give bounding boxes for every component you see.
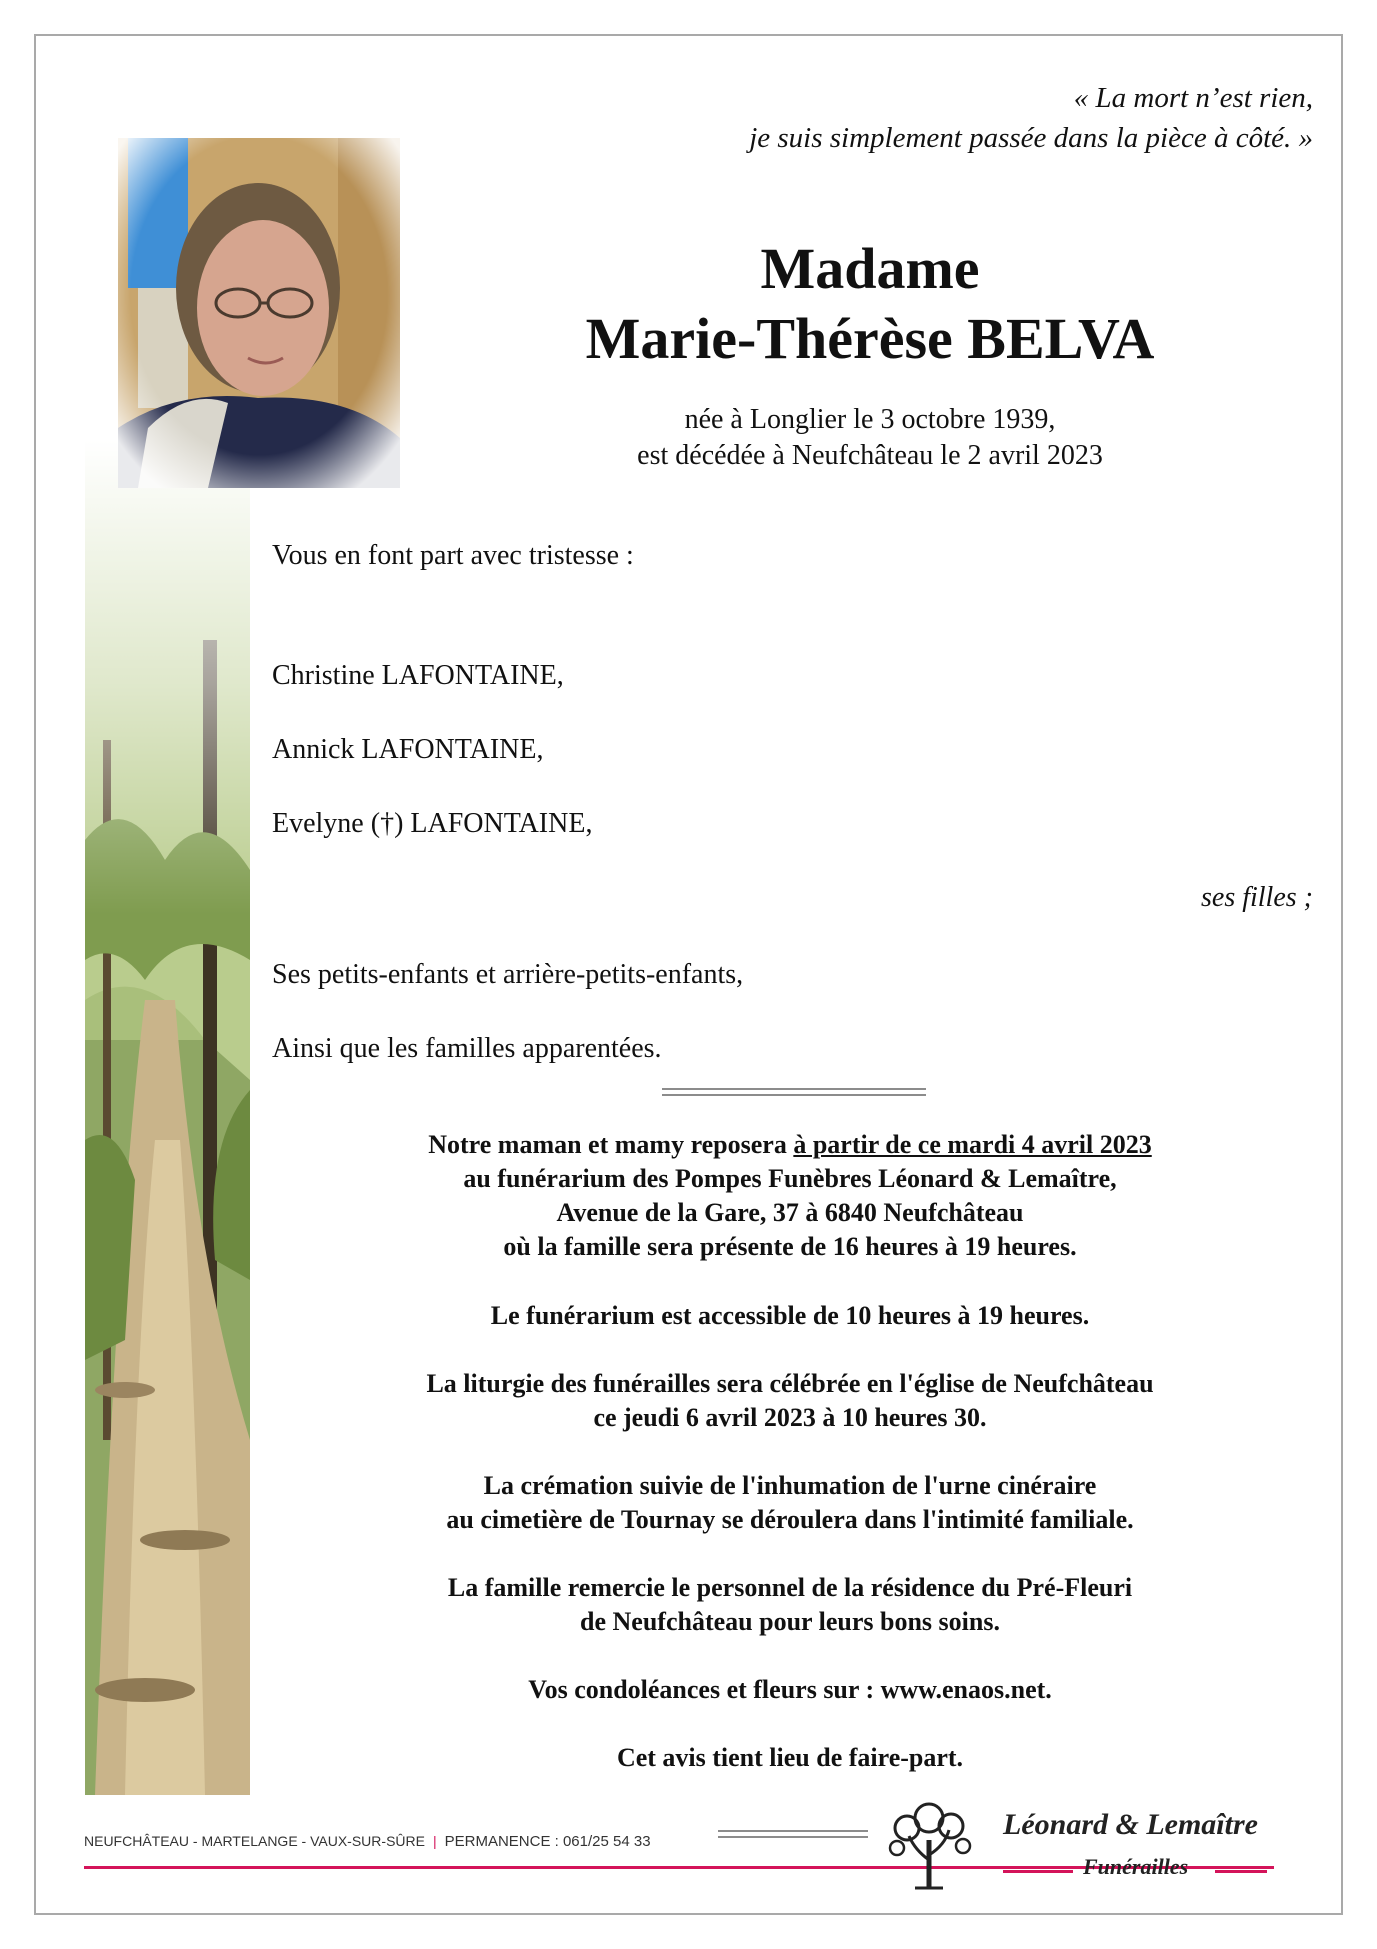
family-relation: ses filles ;: [1201, 882, 1313, 913]
condolences-line: Vos condoléances et fleurs sur : www.enaos.net.: [528, 1675, 1052, 1704]
company-logo: [885, 1800, 1285, 1900]
footer-locations: NEUFCHÂTEAU - MARTELANGE - VAUX-SUR-SÛRE: [84, 1833, 425, 1849]
family-member: Christine LAFONTAINE,: [272, 660, 564, 691]
life-dates: [500, 402, 1240, 474]
cremation-line-1: La crémation suivie de l'inhumation de l'urne cinéraire: [483, 1471, 1097, 1500]
deceased-name: Marie-Thérèse BELVA: [585, 306, 1155, 371]
closing-line: Cet avis tient lieu de faire-part.: [616, 1743, 964, 1772]
visitation-line-2: au funérarium des Pompes Funèbres Léonard & Lemaître,: [463, 1164, 1117, 1193]
funerarium-hours-line: Le funérarium est accessible de 10 heures à 19 heures.: [490, 1301, 1090, 1330]
announcement-intro: Vous en font part avec tristesse :: [272, 540, 634, 571]
logo-accent-right: [1215, 1870, 1267, 1873]
cremation-paragraph: [330, 1469, 1250, 1537]
grandchildren-line: Ses petits-enfants et arrière-petits-enfants,: [272, 959, 744, 990]
forest-path-image: [85, 440, 250, 1795]
thanks-line-2: de Neufchâteau pour leurs bons soins.: [580, 1607, 1000, 1636]
epigraph-quote: [513, 78, 1313, 158]
condolences-paragraph: [330, 1673, 1250, 1707]
closing-paragraph: [330, 1741, 1250, 1775]
footer-contact: [84, 1833, 651, 1850]
family-member: Annick LAFONTAINE,: [272, 734, 544, 765]
footer-permanence: PERMANENCE : 061/25 54 33: [444, 1833, 651, 1850]
family-member: Evelyne (†) LAFONTAINE,: [272, 808, 593, 839]
company-name: Léonard & Lemaître: [1003, 1808, 1258, 1841]
visitation-date: à partir de ce mardi 4 avril 2023: [793, 1130, 1152, 1159]
footer-divider: [718, 1830, 868, 1838]
visitation-lead: Notre maman et mamy reposera: [428, 1130, 794, 1159]
thanks-paragraph: [330, 1571, 1250, 1639]
liturgy-paragraph: [330, 1367, 1250, 1435]
cremation-line-2: au cimetière de Tournay se déroulera dans l'intimité familiale.: [446, 1505, 1134, 1534]
logo-accent-left: [1003, 1870, 1073, 1873]
quote-line-2: je suis simplement passée dans la pièce à côté. »: [749, 122, 1313, 154]
death-line: est décédée à Neufchâteau le 2 avril 2023: [637, 440, 1103, 471]
birth-line: née à Longlier le 3 octobre 1939,: [684, 404, 1056, 435]
company-subtitle: Funérailles: [1083, 1854, 1189, 1879]
visitation-line-4: où la famille sera présente de 16 heures à 19 heures.: [503, 1232, 1077, 1261]
relatives-line: Ainsi que les familles apparentées.: [272, 1033, 662, 1064]
liturgy-line-2: ce jeudi 6 avril 2023 à 10 heures 30.: [593, 1403, 987, 1432]
visitation-line-3: Avenue de la Gare, 37 à 6840 Neufchâteau: [556, 1198, 1024, 1227]
section-divider: [662, 1088, 926, 1096]
quote-line-1: « La mort n’est rien,: [1073, 82, 1313, 114]
portrait-photo: [118, 138, 400, 488]
tree-icon: [885, 1800, 977, 1892]
visitation-paragraph: [330, 1128, 1250, 1264]
liturgy-line-1: La liturgie des funérailles sera célébrée en l'église de Neufchâteau: [426, 1369, 1154, 1398]
funerarium-hours: [330, 1299, 1250, 1333]
footer-separator: |: [432, 1833, 437, 1849]
honorific-title: Madame: [760, 236, 980, 301]
thanks-line-1: La famille remercie le personnel de la résidence du Pré-Fleuri: [447, 1573, 1133, 1602]
